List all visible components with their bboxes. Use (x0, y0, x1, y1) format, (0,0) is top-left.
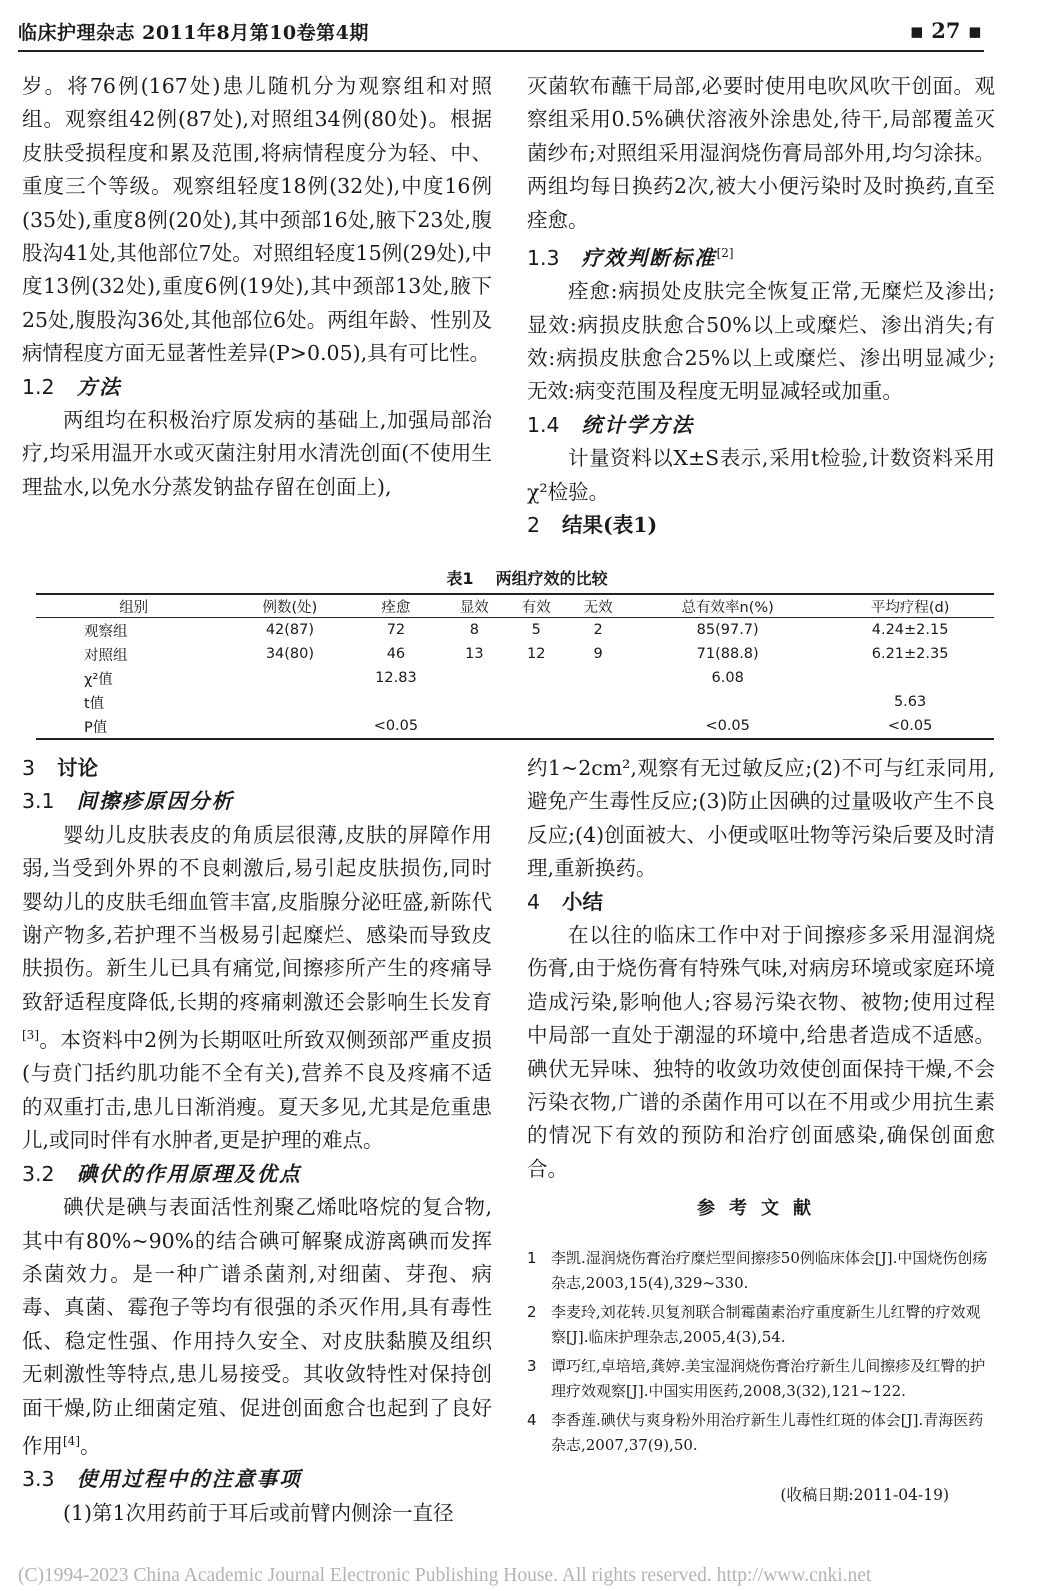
table-cell (231, 666, 348, 690)
received-date: (收稿日期:2011-04-19) (780, 1485, 949, 1504)
table-cell: <0.05 (348, 714, 443, 739)
section-number: 1.4 (527, 412, 560, 437)
section-1-2-heading (22, 371, 492, 404)
table-cell: 6.08 (711, 670, 744, 686)
reference-item (527, 1246, 995, 1297)
text-run: 。 (80, 1433, 101, 1458)
table-cell (567, 666, 629, 690)
table-caption (0, 566, 1054, 589)
results-table (36, 593, 994, 740)
table-cell (567, 714, 629, 739)
left-column-bottom (22, 752, 492, 1530)
table-row (36, 690, 994, 714)
table-cell: χ²值 (84, 671, 113, 688)
left-column-top (22, 70, 492, 504)
right-column-bottom (527, 752, 995, 1512)
column-header: 组别 (36, 594, 231, 618)
table-cell: 42(87) (265, 622, 315, 638)
section-number: 3.2 (22, 1161, 55, 1186)
section-3-heading (22, 752, 492, 785)
table-cell: 9 (593, 646, 603, 662)
column-header: 例数(处) (231, 594, 348, 618)
table-cell: 85(97.7) (696, 622, 759, 638)
table-cell: 72 (386, 622, 406, 638)
references-title: 参考文献 (697, 1198, 825, 1220)
journal-header: 临床护理杂志 2011年8月第10卷第4期 (18, 22, 369, 44)
section-title: 使用过程中的注意事项 (76, 1467, 302, 1492)
reference-number: 2 (527, 1302, 537, 1321)
section-title: 统计学方法 (581, 412, 695, 437)
paragraph-statistics: 计量资料以X±S表示,采用t检验,计数资料采用χ²检验。 (527, 446, 995, 504)
table-cell: 13 (465, 646, 484, 662)
table-cell (826, 666, 994, 690)
table-cell: 2 (593, 622, 603, 638)
table-row (36, 618, 994, 643)
table-cell (231, 714, 348, 739)
table-row (36, 714, 994, 739)
reference-text: 谭巧红,卓培培,龚婷.美宝湿润烧伤膏治疗新生儿间擦疹及红臀的护理疗效观察[J].中国实用医药,2008,3(32),121~122. (551, 1356, 986, 1401)
table-row (36, 666, 994, 690)
table-cell: t值 (84, 695, 105, 712)
table-row (36, 642, 994, 666)
table-cell: 观察组 (84, 623, 128, 640)
reference-item (527, 1300, 995, 1351)
table-cell (629, 690, 826, 714)
table-cell: <0.05 (826, 714, 994, 739)
table-cell (505, 666, 567, 690)
table-cell: 34(80) (265, 646, 315, 662)
table-cell: 71(88.8) (696, 646, 759, 662)
section-number: 4 (527, 889, 541, 914)
paragraph-precautions-cont: 约1~2cm²,观察有无过敏反应;(2)不可与红汞同用,避免产生毒性反应;(3)防止因碘的过量吸收产生不良反应;(4)创面被大、小便或呕吐物等污染后要及时清理,重新换药。 (527, 756, 995, 881)
section-number: 3.1 (22, 789, 55, 814)
section-number: 1.2 (22, 374, 55, 399)
table-cell: 12 (527, 646, 546, 662)
paragraph-criteria: 痊愈:病损处皮肤完全恢复正常,无糜烂及渗出;显效:病损皮肤愈合50%以上或糜烂、渗出消失;有效:病损皮肤愈合25%以上或糜烂、渗出明显减少;无效:病变范围及程度无明显减轻或加重。 (527, 279, 995, 404)
table-cell: 5 (531, 622, 541, 638)
text-run: 。本资料中2例为长期呕吐所致双侧颈部严重皮损(与贲门括约肌功能不全有关),营养不良及疼痛不适的双重打击,患儿日渐消瘦。夏天多见,尤其是危重患儿,或同时伴有水肿者,更是护理的难点。 (22, 1028, 492, 1153)
table-cell: 对照组 (84, 647, 128, 664)
reference-text: 李麦玲,刘花转.贝复剂联合制霉菌素治疗重度新生儿红臀的疗效观察[J].临床护理杂志,2005,4(3),54. (551, 1302, 981, 1347)
section-title: 间擦疹原因分析 (76, 789, 235, 814)
table-cell: 6.21±2.35 (871, 646, 949, 662)
section-1-3-heading (527, 237, 995, 275)
table-cell (505, 714, 567, 739)
paragraph-methods-cont: 灭菌软布蘸干局部,必要时使用电吹风吹干创面。观察组采用0.5%碘伏溶液外涂患处,待干,局部覆盖灭菌纱布;对照组采用湿润烧伤膏局部外用,均匀涂抹。两组均每日换药2次,被大小便污染时及时换药,直至痊愈。 (527, 74, 995, 232)
copyright-watermark: (C)1994-2023 China Academic Journal Electronic Publishing House. All rights reserved. http://www.cnki.net (18, 1565, 872, 1586)
text-run: 碘伏是碘与表面活性剂聚乙烯吡咯烷的复合物,其中有80%~90%的结合碘可解聚成游离碘而发挥杀菌效力。是一种广谱杀菌剂,对细菌、芽孢、病毒、真菌、霉孢子等均有很强的杀灭作用,具有毒性低、稳定性强、作用持久安全、对皮肤黏膜及组织无刺激性等特点,患儿易接受。其收敛特性对保持创面干燥,防止细菌定殖、促进创面愈合也起到了良好作用 (22, 1195, 492, 1458)
text-run: 婴幼儿皮肤表皮的角质层很薄,皮肤的屏障作用弱,当受到外界的不良刺激后,易引起皮肤损伤,同时婴幼儿的皮肤毛细血管丰富,皮脂腺分泌旺盛,新陈代谢产物多,若护理不当极易引起糜烂、感染而导致皮肤损伤。新生儿已具有痛觉,间擦疹所产生的疼痛导致舒适程度降低,长期的疼痛刺激还会影响生长发育 (22, 822, 492, 1014)
section-title: 小结 (562, 889, 604, 914)
column-header: 无效 (567, 594, 629, 618)
table-cell: 46 (386, 646, 406, 662)
table-header-row (36, 594, 994, 618)
citation: [3] (22, 1028, 39, 1043)
paragraph-causes (22, 819, 492, 1158)
table-cell (348, 690, 443, 714)
section-2-heading (527, 509, 995, 542)
column-header: 痊愈 (348, 594, 443, 618)
section-title: 方法 (76, 374, 122, 399)
section-number: 2 (527, 513, 541, 538)
header-rule (18, 50, 984, 52)
right-column-top (527, 70, 995, 543)
table-cell (443, 714, 505, 739)
table-cell (505, 690, 567, 714)
table-cell: 4.24±2.15 (871, 622, 949, 638)
section-4-heading (527, 886, 995, 919)
section-title: 讨论 (57, 756, 99, 780)
section-number: 1.3 (527, 245, 560, 270)
section-number: 3.3 (22, 1467, 55, 1492)
section-3-2-heading (22, 1158, 492, 1191)
table-caption-title: 两组疗效的比较 (495, 569, 608, 588)
section-number: 3 (22, 756, 36, 780)
reference-text: 李凯.湿润烧伤膏治疗糜烂型间擦疹50例临床体会[J].中国烧伤创疡杂志,2003,15(4),329~330. (551, 1248, 988, 1293)
page-number: ▪ 27 ▪ (909, 18, 982, 43)
table-cell: 5.63 (893, 694, 927, 710)
section-1-4-heading (527, 409, 995, 442)
table-cell (443, 666, 505, 690)
citation: [4] (63, 1433, 80, 1448)
table-cell: <0.05 (629, 714, 826, 739)
reference-number: 3 (527, 1356, 537, 1375)
table-cell: 12.83 (375, 670, 417, 686)
reference-item (527, 1354, 995, 1405)
paragraph-patients: 岁。将76例(167处)患儿随机分为观察组和对照组。观察组42例(87处),对照组34例(80处)。根据皮肤受损程度和累及范围,将病情程度分为轻、中、重度三个等级。观察组轻度18例(32处),中度16例(35处),重度8例(20处),其中颈部16处,腋下23处,腹股沟41处,其他部位7处。对照组轻度15例(29处),中度13例(32处),重度6例(19处),其中颈部13处,腋下25处,腹股沟36处,其他部位6处。两组年龄、性别及病情程度方面无显著性差异(P>0.05),具有可比性。 (22, 74, 492, 366)
table-cell: P值 (36, 714, 231, 739)
column-header: 总有效率n(%) (629, 594, 826, 618)
table-caption-number: 表1 (446, 569, 474, 588)
citation: [2] (716, 246, 734, 261)
table-cell: 8 (469, 622, 479, 638)
reference-item (527, 1408, 995, 1459)
column-header: 显效 (443, 594, 505, 618)
page-number-value: 27 (931, 18, 961, 43)
section-3-1-heading (22, 785, 492, 818)
paragraph-iodophor (22, 1191, 492, 1463)
section-title: 结果(表1) (562, 513, 658, 538)
paragraph-precautions: (1)第1次用药前于耳后或前臂内侧涂一直径 (63, 1500, 454, 1525)
paragraph-summary: 在以往的临床工作中对于间擦疹多采用湿润烧伤膏,由于烧伤膏有特殊气味,对病房环境或家庭环境造成污染,影响他人;容易污染衣物、被物;使用过程中局部一直处于潮湿的环境中,给患者造成不适感。碘伏无异味、独特的收敛功效使创面保持干燥,不会污染衣物,广谱的杀菌作用可以在不用或少用抗生素的情况下有效的预防和治疗创面感染,确保创面愈合。 (527, 923, 995, 1181)
reference-text: 李香莲.碘伏与爽身粉外用治疗新生儿毒性红斑的体会[J].青海医药杂志,2007,37(9),50. (551, 1410, 984, 1455)
reference-number: 1 (527, 1248, 537, 1267)
reference-number: 4 (527, 1410, 537, 1429)
table-cell (443, 690, 505, 714)
table-cell (231, 690, 348, 714)
table-cell (567, 690, 629, 714)
section-3-3-heading (22, 1463, 492, 1496)
column-header: 平均疗程(d) (826, 594, 994, 618)
section-title: 碘伏的作用原理及优点 (76, 1161, 302, 1186)
paragraph-methods: 两组均在积极治疗原发病的基础上,加强局部治疗,均采用温开水或灭菌注射用水清洗创面(不使用生理盐水,以免水分蒸发钠盐存留在创面上), (22, 408, 492, 499)
section-title: 疗效判断标准 (581, 245, 717, 270)
column-header: 有效 (505, 594, 567, 618)
